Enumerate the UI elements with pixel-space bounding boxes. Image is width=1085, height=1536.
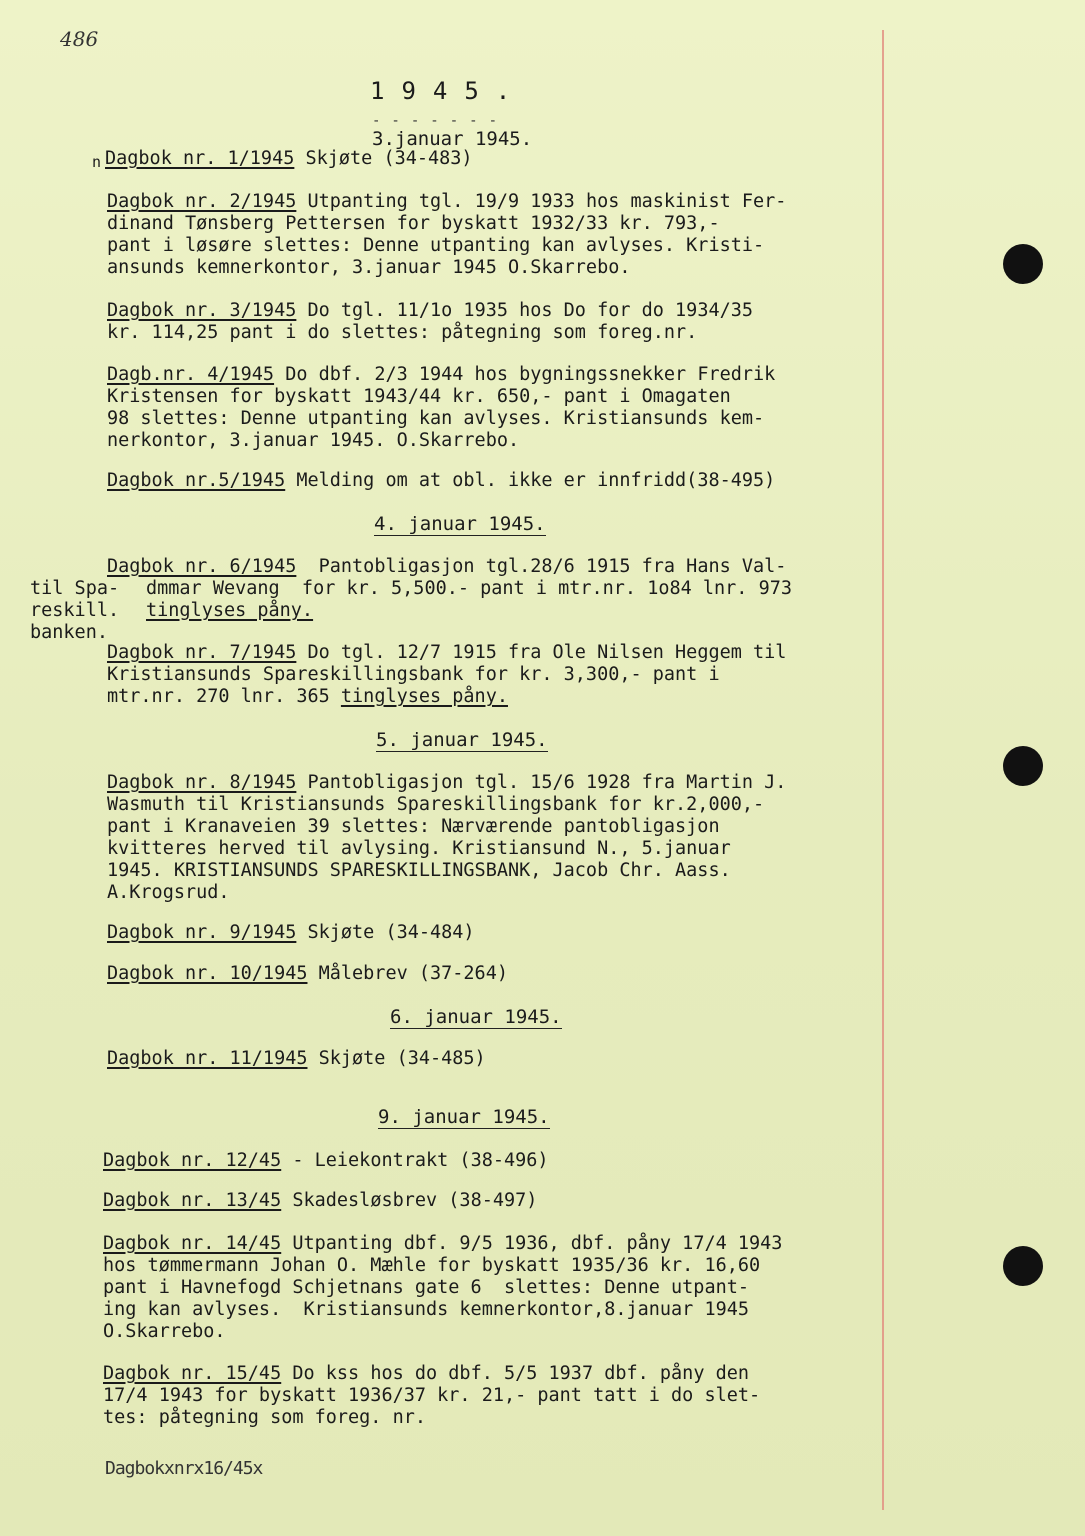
margin-note: reskill. bbox=[30, 600, 120, 621]
date-heading: 5. januar 1945. bbox=[376, 729, 548, 751]
entry-ref: Dagbok nr. 10/1945 bbox=[107, 963, 308, 984]
entry-ref: Dagbok nr. 2/1945 bbox=[107, 191, 297, 212]
ledger-entry: Dagbok nr.5/1945 Melding om at obl. ikke er innfridd(38-495) bbox=[107, 470, 776, 491]
ledger-entry: Dagbok nr. 9/1945 Skjøte (34-484) bbox=[107, 922, 475, 943]
ledger-entry: Dagbok nr. 10/1945 Målebrev (37-264) bbox=[107, 963, 508, 984]
entry-ref: Dagbok nr. 6/1945 bbox=[107, 556, 297, 577]
ledger-entry: Dagbok nr. 7/1945 Do tgl. 12/7 1915 fra Ole Nilsen Heggem til Kristiansunds Spareskillingsbank for kr. 3,300,- pant i mtr.nr. 270 lnr. 365 tinglyses påny. bbox=[107, 642, 787, 707]
entry-ref: Dagbok nr.5/1945 bbox=[107, 470, 286, 491]
date-heading: 4. januar 1945. bbox=[374, 513, 546, 535]
ledger-entry: Dagbok nr. 2/1945 Utpanting tgl. 19/9 1933 hos maskinist Fer- dinand Tønsberg Pettersen for byskatt 1932/33 kr. 793,- pant i løsøre slettes: Denne utpanting kan avlyses. Kristi- ansunds kemnerkontor, 3.januar 1945 O.Skarrebo. bbox=[107, 191, 787, 278]
ledger-entry: Dagbok nr. 13/45 Skadesløsbrev (38-497) bbox=[103, 1190, 538, 1211]
ledger-entry-line: dmmar Wevang for kr. 5,500.- pant i mtr.nr. 1o84 lnr. 973 bbox=[146, 578, 793, 599]
entry-ref: Dagbok nr. 1/1945 bbox=[105, 148, 295, 169]
margin-rule bbox=[882, 30, 884, 1510]
ledger-entry: Dagbok nr. 8/1945 Pantobligasjon tgl. 15/6 1928 fra Martin J. Wasmuth til Kristiansunds Spareskillingsbank for kr.2,000,- pant i Kranaveien 39 slettes: Nærværende pantobligasjon kvitteres herved til avlysing. Kristiansund N., 5.januar 1945. KRISTIANSUNDS SPARESKILLINGSBANK, Jacob Chr. Aass. A.Krogsrud. bbox=[107, 772, 787, 903]
page-number: 486 bbox=[60, 27, 99, 51]
ledger-entry: Dagbok nr. 6/1945 Pantobligasjon tgl.28/6 1915 fra Hans Val- bbox=[107, 556, 787, 577]
entry-ref: Dagbok nr. 11/1945 bbox=[107, 1048, 308, 1069]
ledger-entry: Dagbok nr. 15/45 Do kss hos do dbf. 5/5 1937 dbf. påny den 17/4 1943 for byskatt 1936/37 kr. 21,- pant tatt i do slet- tes: påtegning som foreg. nr. bbox=[103, 1363, 761, 1428]
entry-ref: Dagbok nr. 12/45 bbox=[103, 1150, 282, 1171]
year-heading: 1945. bbox=[370, 77, 528, 105]
date-heading: 6. januar 1945. bbox=[390, 1006, 562, 1028]
ledger-entry: Dagbok nr. 12/45 - Leiekontrakt (38-496) bbox=[103, 1150, 549, 1171]
entry-ref: Dagb.nr. 4/1945 bbox=[107, 364, 275, 385]
ledger-entry: Dagbok nr. 14/45 Utpanting dbf. 9/5 1936, dbf. påny 17/4 1943 hos tømmermann Johan O. Mæhle for byskatt 1935/36 kr. 16,60 pant i Havnefogd Schjetnans gate 6 slettes: Denne utpant- ing kan avlyses. Kristiansunds kemnerkontor,8.januar 1945 O.Skarrebo. bbox=[103, 1233, 783, 1342]
entry-ref: Dagbok nr. 8/1945 bbox=[107, 772, 297, 793]
ledger-entry-line: tinglyses påny. bbox=[146, 600, 314, 621]
entry-ref: Dagbok nr. 9/1945 bbox=[107, 922, 297, 943]
margin-note: n bbox=[92, 153, 102, 171]
entry-ref: Dagbok nr. 13/45 bbox=[103, 1190, 282, 1211]
ledger-entry: Dagbok nr. 1/1945 Skjøte (34-483) bbox=[105, 148, 473, 169]
entry-ref: Dagbok nr. 15/45 bbox=[103, 1363, 282, 1384]
entry-ref: Dagbok nr. 14/45 bbox=[103, 1233, 282, 1254]
ledger-entry: Dagbok nr. 3/1945 Do tgl. 11/1o 1935 hos Do for do 1934/35 kr. 114,25 pant i do slettes: påtegning som foreg.nr. bbox=[107, 300, 754, 343]
ledger-entry: Dagb.nr. 4/1945 Do dbf. 2/3 1944 hos bygningssnekker Fredrik Kristensen for byskatt 1943/44 kr. 650,- pant i Omagaten 98 slettes: Denne utpanting kan avlyses. Kristiansunds kem- nerkontor, 3.januar 1945. O.Skarrebo. bbox=[107, 364, 776, 451]
date-heading: 3.januar 1945. bbox=[372, 128, 533, 150]
ledger-entry: Dagbok nr. 11/1945 Skjøte (34-485) bbox=[107, 1048, 486, 1069]
entry-ref: Dagbok nr. 7/1945 bbox=[107, 642, 297, 663]
margin-note: til Spa- bbox=[30, 578, 120, 599]
struck-out-line: Dagbokxnrx16/45x bbox=[105, 1458, 263, 1479]
binder-hole-icon bbox=[1003, 1246, 1043, 1286]
year-underline: ------- bbox=[372, 113, 509, 129]
binder-hole-icon bbox=[1003, 746, 1043, 786]
date-heading: 9. januar 1945. bbox=[378, 1106, 550, 1128]
entry-ref: Dagbok nr. 3/1945 bbox=[107, 300, 297, 321]
margin-note: banken. bbox=[30, 622, 108, 643]
binder-hole-icon bbox=[1003, 244, 1043, 284]
